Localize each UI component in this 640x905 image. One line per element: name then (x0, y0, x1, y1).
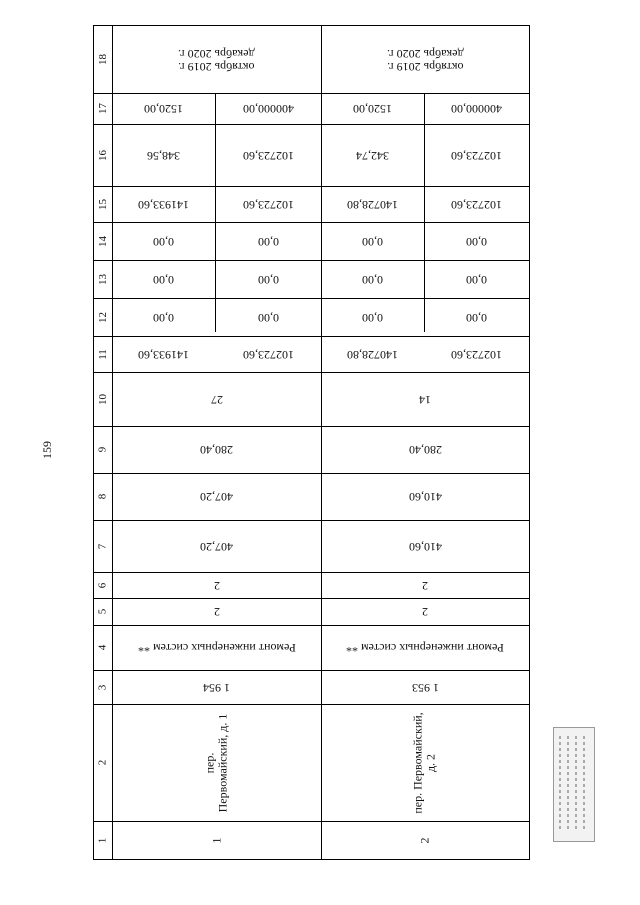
row2-col15-a: 140728,80 (347, 197, 398, 212)
row2-col16-b: 102723,60 (451, 148, 502, 163)
col-header: 16 (96, 149, 109, 161)
row1-col16-b: 102723,60 (242, 148, 294, 163)
row1-col17-a: 1520,00 (144, 102, 183, 116)
row1-col13-b: 0,00 (257, 272, 279, 287)
row2-period: октябрь 2019 г. декабрь 2020 г. (386, 46, 464, 74)
row2-col14-a: 0,00 (362, 234, 383, 249)
row1-col13-a: 0,00 (153, 272, 174, 287)
col-header: 13 (96, 273, 109, 285)
col-header: 6 (96, 582, 109, 588)
col-header: 18 (96, 54, 109, 65)
row1-col3: 1 954 (203, 680, 230, 695)
row1-col4: Ремонт инженерных систем ** (137, 641, 296, 655)
row2-col14-b: 0,00 (466, 234, 487, 249)
col-header: 17 (96, 103, 109, 114)
row2-col13-b: 0,00 (466, 272, 487, 287)
row2-col12-b: 0,00 (466, 310, 487, 325)
row2-col3: 1 953 (411, 680, 439, 695)
row2-col10: 14 (419, 392, 431, 407)
row2-col17-b: 400000,00 (451, 102, 502, 116)
row2-col11-b: 102723,60 (451, 347, 502, 362)
row2-col15-b: 102723,60 (451, 197, 502, 212)
row2-num: 2 (417, 837, 432, 843)
col-header: 3 (96, 684, 109, 690)
row1-col15-b: 102723,60 (242, 197, 294, 212)
col-header: 11 (96, 348, 109, 360)
row1-col14-b: 0,00 (257, 234, 279, 249)
col-header: 14 (96, 235, 109, 247)
row1-col16-a: 348,56 (147, 148, 180, 163)
row2-col16-a: 342,74 (356, 148, 389, 163)
row1-col12-a: 0,00 (153, 310, 174, 325)
row2-col5: 2 (422, 605, 428, 619)
col-header: 4 (96, 644, 109, 651)
row2-col12-a: 0,00 (362, 310, 383, 325)
row1-col12-b: 0,00 (257, 310, 279, 325)
row1-address: пер. Первомайский, д. 1 (202, 713, 230, 812)
col-header: 8 (96, 493, 109, 500)
row2-col17-a: 1520,00 (353, 102, 392, 116)
row1-period: октябрь 2019 г. декабрь 2020 г. (178, 46, 255, 74)
row2-col8: 410,60 (408, 490, 442, 504)
row1-num: 1 (209, 837, 223, 843)
col-header: 5 (96, 608, 109, 615)
col-header: 10 (96, 393, 109, 405)
row2-col9: 280,40 (408, 443, 442, 457)
stamp (553, 727, 595, 842)
row2-col6: 2 (422, 578, 428, 593)
col-header: 2 (96, 759, 109, 766)
row1-col11-b: 102723,60 (242, 347, 294, 362)
row2-col7: 410,60 (408, 539, 442, 554)
page-number: 159 (40, 441, 54, 459)
col-header: 7 (96, 543, 109, 549)
row1-col17-b: 400000,00 (242, 102, 294, 116)
row1-col6: 2 (213, 578, 220, 593)
row1-col8: 407,20 (200, 490, 233, 504)
row1-col7: 407,20 (200, 539, 233, 554)
row1-col9: 280,40 (200, 443, 233, 457)
col-header: 1 (96, 837, 109, 843)
row2-address: пер. Первомайский, д. 2 (410, 711, 438, 814)
col-header: 9 (96, 446, 109, 453)
row1-col10: 27 (210, 392, 223, 407)
col-header: 15 (96, 198, 109, 210)
row2-col13-a: 0,00 (362, 272, 383, 287)
row2-col4: Ремонт инженерных систем ** (346, 641, 504, 655)
col-header: 12 (96, 311, 109, 323)
row1-col15-a: 141933,60 (138, 197, 189, 212)
row1-col11-a: 141933,60 (138, 347, 189, 362)
row1-col14-a: 0,00 (153, 234, 174, 249)
row1-col5: 2 (213, 605, 220, 619)
row2-col11-a: 140728,80 (347, 347, 398, 362)
data-table (93, 25, 530, 860)
